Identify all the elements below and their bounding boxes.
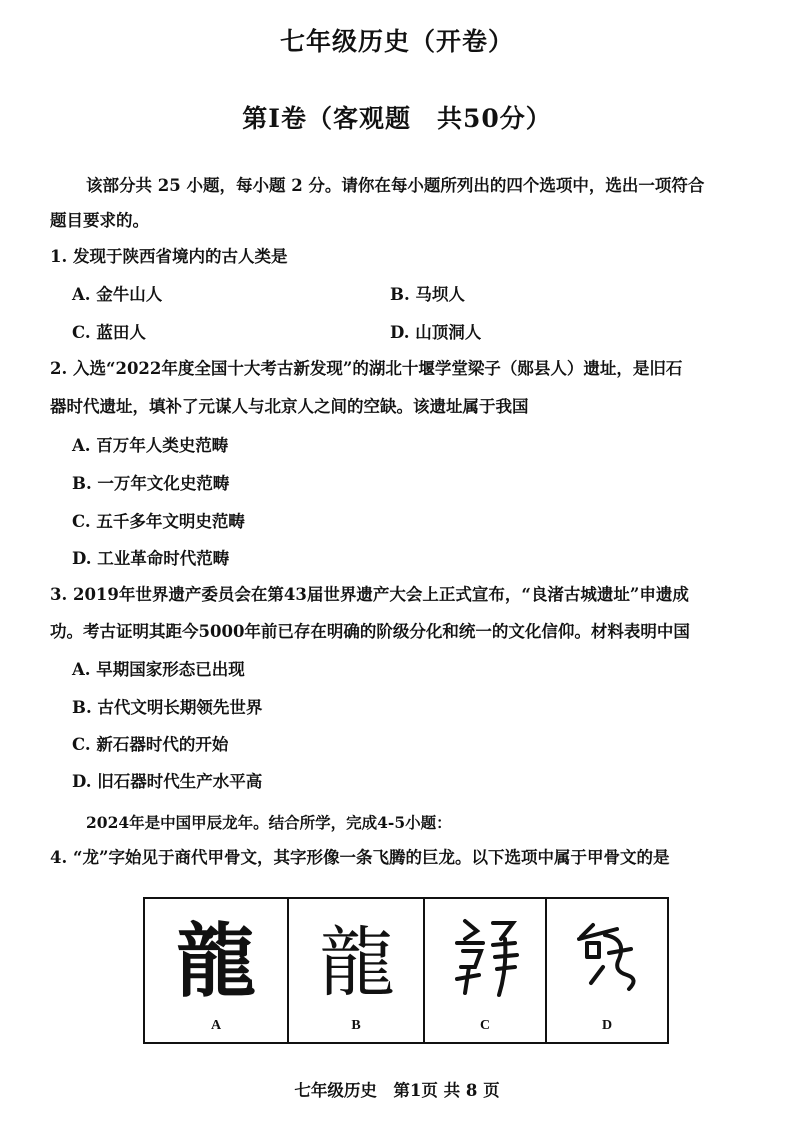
section-title: 第Ⅰ卷（客观题 共50分） [242,104,552,133]
question-3-text-line-2: 功。考古证明其距今5000年前已存在明确的阶级分化和统一的文化信仰。材料表明中国 [50,622,690,641]
question-1-option-c: C. 蓝田人 [72,323,146,342]
question-3-option-d: D. 旧石器时代生产水平高 [72,772,263,791]
dragon-character-figure [143,897,669,1044]
question-1-option-a: A. 金牛山人 [72,285,163,304]
figure-cell-c [425,899,547,1042]
question-2-text-line-2: 器时代遗址，填补了元谋人与北京人之间的空缺。该遗址属于我国 [50,397,529,416]
question-3-option-c: C. 新石器时代的开始 [72,735,229,754]
figure-cell-a [145,899,289,1042]
group-stem: 2024年是中国甲辰龙年。结合所学，完成4-5小题： [86,813,452,832]
instructions-line-2: 题目要求的。 [50,211,149,230]
question-3-text-line-1: 3. 2019年世界遗产委员会在第43届世界遗产大会上正式宣布，“良渚古城遗址”申遗成 [50,585,689,604]
question-2-option-b: B. 一万年文化史范畴 [72,474,230,493]
question-2-option-c: C. 五千多年文明史范畴 [72,512,245,531]
question-1-text: 1. 发现于陕西省境内的古人类是 [50,247,288,266]
dragon-oracle-glyph-d [579,925,634,989]
question-4-text: 4. “龙”字始见于商代甲骨文，其字形像一条飞腾的巨龙。以下选项中属于甲骨文的是 [50,848,670,867]
dragon-glyph-d [547,909,667,1004]
question-2-text-line-1: 2. 入选“2022年度全国十大考古新发现”的湖北十堰学堂梁子（郧县人）遗址，是旧石 [50,359,683,378]
figure-label-d: D [601,1018,613,1033]
page-title: 七年级历史（开卷） [279,27,514,56]
dragon-glyph-c [425,909,545,1004]
figure-label-b: B [351,1018,361,1033]
figure-label-a: A [210,1018,222,1033]
question-1-option-b: B. 马坝人 [390,285,465,304]
instructions-line-1: 该部分共 25 小题，每小题 2 分。请你在每小题所列出的四个选项中，选出一项符合 [86,176,705,195]
question-2-option-a: A. 百万年人类史范畴 [72,436,229,455]
dragon-glyph-a-text: 龍 [176,914,256,1004]
figure-label-c: C [479,1018,491,1033]
page-footer: 七年级历史 第1页 共 8 页 [294,1081,500,1100]
dragon-glyph-b [289,909,423,1004]
figure-cell-b [289,899,425,1042]
dragon-glyph-a [145,909,287,1004]
dragon-glyph-b-text: 龍 [319,918,393,1004]
question-3-option-b: B. 古代文明长期领先世界 [72,698,263,717]
dragon-seal-glyph-c [457,921,517,995]
question-2-option-d: D. 工业革命时代范畴 [72,549,230,568]
figure-cell-d [547,899,667,1042]
question-3-option-a: A. 早期国家形态已出现 [72,660,245,679]
question-1-option-d: D. 山顶洞人 [390,323,482,342]
